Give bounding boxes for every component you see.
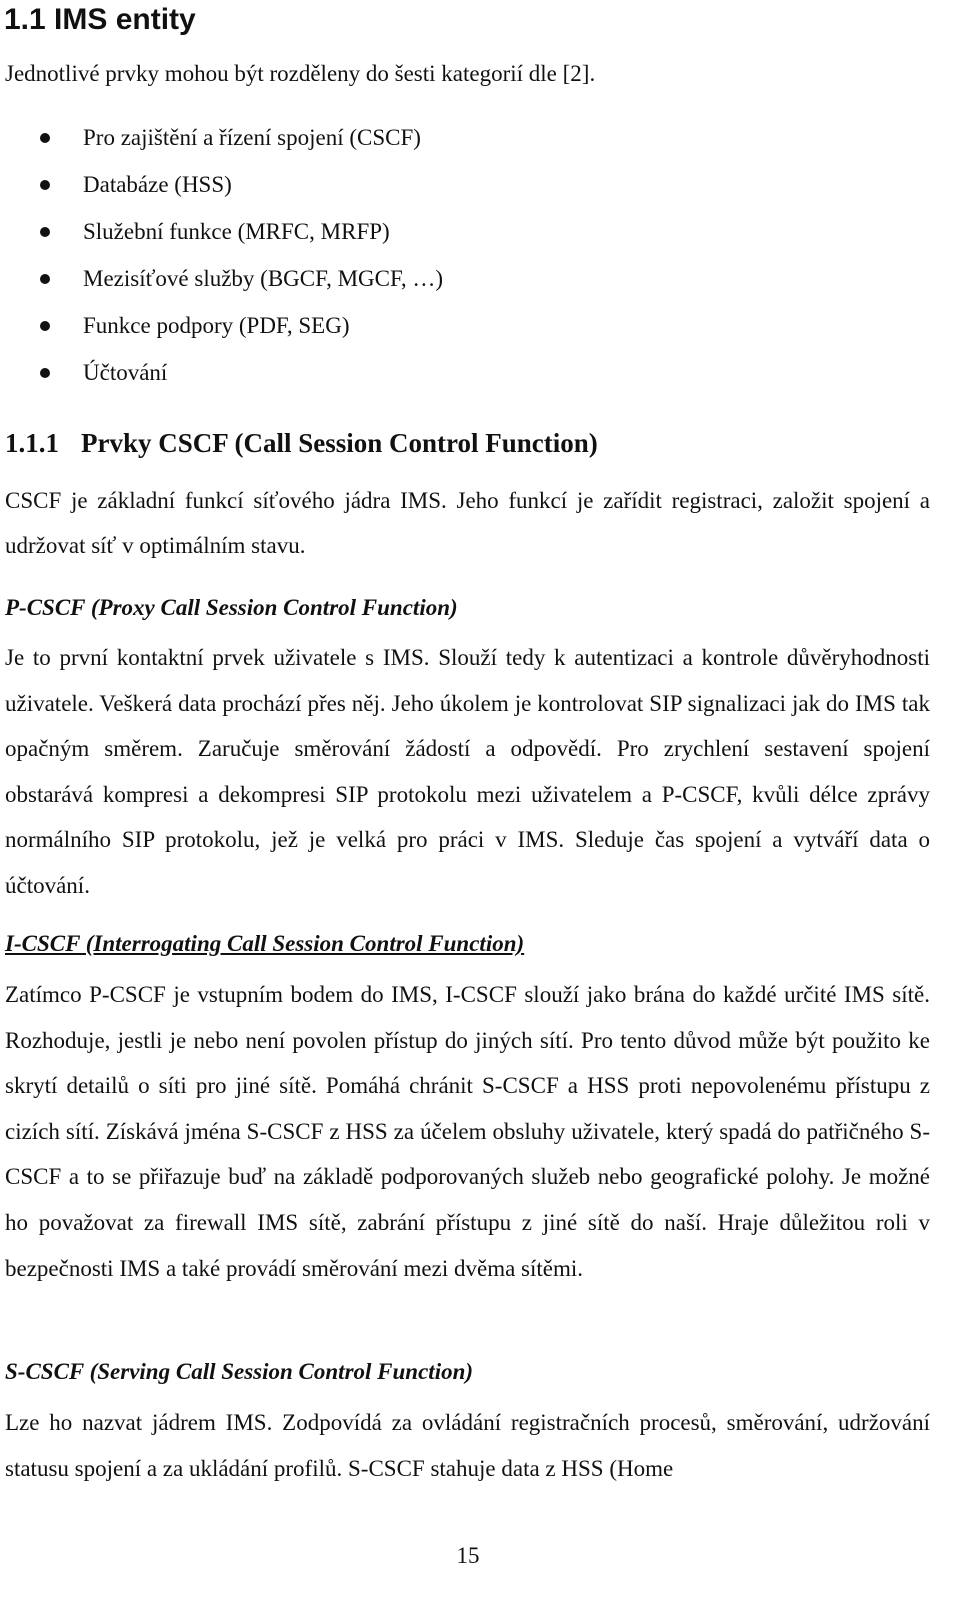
section-intro: Jednotlivé prvky mohou být rozděleny do šesti kategorií dle [2]. xyxy=(5,61,596,86)
list-item-text: Účtování xyxy=(83,360,168,385)
bullet-icon xyxy=(40,133,50,143)
list-item-text: Služební funkce (MRFC, MRFP) xyxy=(83,219,390,244)
list-item-text: Funkce podpory (PDF, SEG) xyxy=(83,313,350,338)
bullet-icon xyxy=(40,180,50,190)
category-list xyxy=(0,122,960,404)
subsection-heading xyxy=(5,425,598,461)
bullet-icon xyxy=(40,321,50,331)
icscf-heading: I-CSCF (Interrogating Call Session Control Function) xyxy=(5,931,525,956)
page-number: 15 xyxy=(456,1543,480,1568)
pcscf-heading: P-CSCF (Proxy Call Session Control Function) xyxy=(5,595,458,620)
section-heading: 1.1 IMS entity xyxy=(4,3,196,36)
bullet-icon xyxy=(40,368,50,378)
list-item-text: Databáze (HSS) xyxy=(83,172,232,197)
scscf-paragraph: Lze ho nazvat jádrem IMS. Zodpovídá za ovládání registračních procesů, směrování, udržování statusu spojení a za ukládání profilů. S-CSCF stahuje data z HSS (Home xyxy=(5,1410,930,1481)
list-item xyxy=(0,216,960,263)
scscf-heading: S-CSCF (Serving Call Session Control Function) xyxy=(5,1359,474,1384)
bullet-icon xyxy=(40,274,50,284)
list-item xyxy=(0,263,960,310)
bullet-icon xyxy=(40,227,50,237)
icscf-paragraph: Zatímco P-CSCF je vstupním bodem do IMS, I-CSCF slouží jako brána do každé určité IMS sítě. Rozhoduje, jestli je nebo není povolen přístup do jiných sítí. Pro tento důvod může být použito ke skrytí detailů o síti pro jiné sítě. Pomáhá chránit S-CSCF a HSS proti nepovolenému přístupu z cizích sítí. Získává jména S-CSCF z HSS za účelem obsluhy uživatele, který spadá do patřičného S-CSCF a to se přiřazuje buď na základě podporovaných služeb nebo geografické polohy. Je možné ho považovat za firewall IMS sítě, zabrání přístupu z jiné sítě do naší. Hraje důležitou roli v bezpečnosti IMS a také provádí směrování mezi dvěma sítěmi. xyxy=(5,982,930,1281)
list-item xyxy=(0,310,960,357)
list-item-text: Pro zajištění a řízení spojení (CSCF) xyxy=(83,125,421,150)
subsection-title: Prvky CSCF (Call Session Control Function) xyxy=(81,428,598,458)
pcscf-paragraph: Je to první kontaktní prvek uživatele s IMS. Slouží tedy k autentizaci a kontrole důvěryhodnosti uživatele. Veškerá data prochází přes něj. Jeho úkolem je kontrolovat SIP signalizaci jak do IMS tak opačným směrem. Zaručuje směrování žádostí a odpovědí. Pro zrychlení sestavení spojení obstarává kompresi a dekompresi SIP protokolu mezi uživatelem a P-CSCF, kvůli délce zprávy normálního SIP protokolu, jež je velká pro práci v IMS. Sleduje čas spojení a vytváří data o účtování. xyxy=(5,645,930,898)
subsection-number: 1.1.1 xyxy=(5,428,59,458)
list-item xyxy=(0,169,960,216)
list-item xyxy=(0,357,960,404)
list-item-text: Mezisíťové služby (BGCF, MGCF, …) xyxy=(83,266,444,291)
cscf-paragraph: CSCF je základní funkcí síťového jádra IMS. Jeho funkcí je zařídit registraci, založit spojení a udržovat síť v optimálním stavu. xyxy=(5,488,930,558)
list-item xyxy=(0,122,960,169)
